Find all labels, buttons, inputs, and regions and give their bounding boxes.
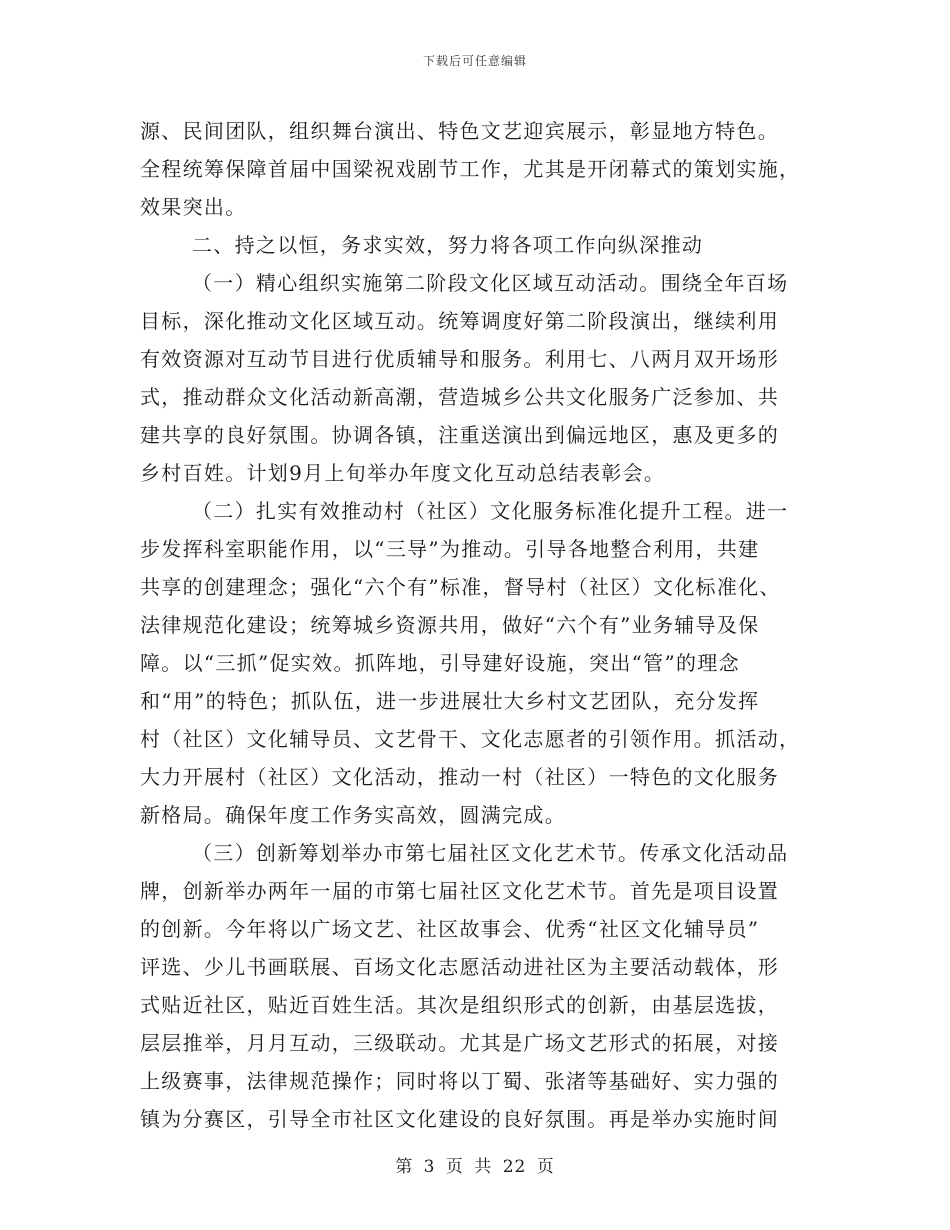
- body-line: 上级赛事，法律规范操作；同时将以丁蜀、张渚等基础好、实力强的: [140, 1069, 779, 1093]
- body-line: 源、民间团队，组织舞台演出、特色文艺迎宾展示，彰显地方特色。: [140, 119, 779, 143]
- body-line: 和“用”的特色；抓队伍，进一步进展壮大乡村文艺团队，充分发挥: [140, 689, 760, 713]
- paragraph-start: （三）创新筹划举办市第七届社区文化艺术节。传承文化活动品: [192, 841, 789, 865]
- body-line: 新格局。确保年度工作务实高效，圆满完成。: [140, 803, 566, 827]
- body-line: 有效资源对互动节目进行优质辅导和服务。利用七、八两月双开场形: [140, 347, 779, 371]
- body-line: 式贴近社区，贴近百姓生活。其次是组织形式的创新，由基层选拔，: [140, 993, 779, 1017]
- body-line: 目标，深化推动文化区域互动。统筹调度好第二阶段演出，继续利用: [140, 309, 779, 333]
- body-line: 共享的创建理念；强化“六个有”标准，督导村（社区）文化标准化、: [140, 575, 781, 599]
- body-line: 乡村百姓。计划9月上旬举办年度文化互动总结表彰会。: [140, 461, 666, 485]
- body-line: 评选、少儿书画联展、百场文化志愿活动进社区为主要活动载体，形: [140, 955, 779, 979]
- paragraph-start: （一）精心组织实施第二阶段文化区域互动活动。围绕全年百场: [192, 271, 789, 295]
- body-line: 镇为分赛区，引导全市社区文化建设的良好氛围。再是举办实施时间: [140, 1107, 779, 1131]
- document-body: [140, 112, 800, 1138]
- body-line: 村（社区）文化辅导员、文艺骨干、文化志愿者的引领作用。抓活动，: [140, 727, 801, 751]
- body-line: 步发挥科室职能作用，以“三导”为推动。引导各地整合利用，共建: [140, 537, 760, 561]
- body-line: 效果突出。: [140, 195, 247, 219]
- body-line: 法律规范化建设；统筹城乡资源共用，做好“六个有”业务辅导及保: [140, 613, 760, 637]
- body-line: 建共享的良好氛围。协调各镇，注重送演出到偏远地区，惠及更多的: [140, 423, 779, 447]
- body-line: 障。以“三抓”促实效。抓阵地，引导建好设施，突出“管”的理念: [140, 651, 740, 675]
- section-heading: 二、持之以恒，务求实效，努力将各项工作向纵深推动: [192, 233, 704, 257]
- paragraph-start: （二）扎实有效推动村（社区）文化服务标准化提升工程。进一: [192, 499, 789, 523]
- body-line: 式，推动群众文化活动新高潮，营造城乡公共文化服务广泛参加、共: [140, 385, 779, 409]
- body-line: 层层推举，月月互动，三级联动。尤其是广场文艺形式的拓展，对接: [140, 1031, 779, 1055]
- body-line: 的创新。今年将以广场文艺、社区故事会、优秀“社区文化辅导员”: [140, 917, 760, 941]
- page-number-footer: 第 3 页 共 22 页: [395, 1157, 555, 1177]
- page-header-note: 下载后可任意编辑: [422, 54, 527, 68]
- body-line: 大力开展村（社区）文化活动，推动一村（社区）一特色的文化服务: [140, 765, 779, 789]
- body-line: 牌，创新举办两年一届的市第七届社区文化艺术节。首先是项目设置: [140, 879, 779, 903]
- body-line: 全程统筹保障首届中国梁祝戏剧节工作，尤其是开闭幕式的策划实施，: [140, 157, 801, 181]
